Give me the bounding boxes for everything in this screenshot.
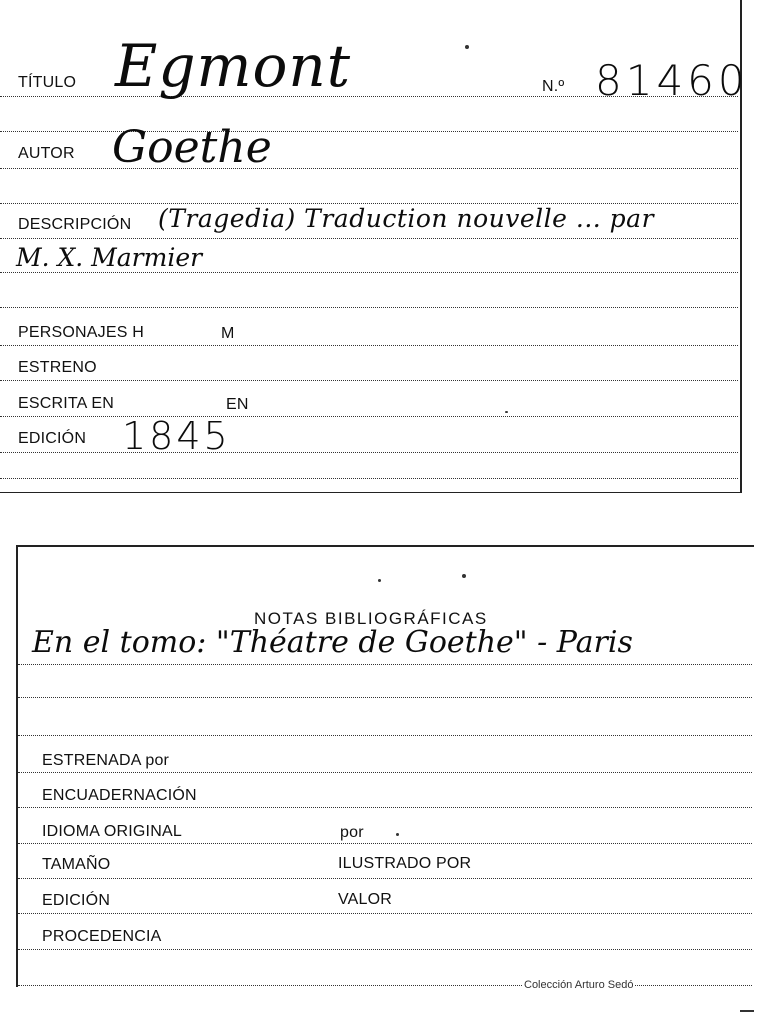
rule-blank-3 xyxy=(0,307,738,308)
autor-value: Goethe xyxy=(112,122,272,173)
speck xyxy=(396,833,399,836)
edicion-label: EDICIÓN xyxy=(18,430,87,447)
notas-value: En el tomo: "Théatre de Goethe" - Paris xyxy=(32,625,633,660)
descripcion-value-1: (Tragedia) Traduction nouvelle ... par xyxy=(158,204,655,233)
rule-blank-1 xyxy=(0,131,738,132)
rule-descripcion-2 xyxy=(0,272,738,273)
personajes-m-label: M xyxy=(221,325,235,342)
rule-autor xyxy=(0,168,738,169)
titulo-label: TÍTULO xyxy=(18,74,77,91)
numero-label: N.º xyxy=(542,78,565,95)
rule-notas-2 xyxy=(18,697,752,698)
escrita-en-label: EN xyxy=(226,396,249,413)
rule-estrenada xyxy=(18,772,752,773)
rule-descripcion xyxy=(0,238,738,239)
speck xyxy=(462,574,466,578)
speck xyxy=(378,579,381,582)
rule-bottom xyxy=(0,478,738,479)
autor-label: AUTOR xyxy=(18,145,75,162)
rule-tamano xyxy=(18,878,752,879)
rule-encuadernacion xyxy=(18,807,752,808)
rule-notas-3 xyxy=(18,735,752,736)
numero-value: 81460 xyxy=(595,56,749,105)
tamano-label: TAMAÑO xyxy=(42,856,111,873)
edicion-value: 1845 xyxy=(122,414,231,458)
estreno-label: ESTRENO xyxy=(18,359,97,376)
estrenada-label: ESTRENADA por xyxy=(42,752,170,769)
rule-personajes xyxy=(0,345,738,346)
descripcion-label: DESCRIPCIÓN xyxy=(18,216,132,233)
encuadernacion-label: ENCUADERNACIÓN xyxy=(42,787,197,804)
rule-escrita xyxy=(0,416,738,417)
personajes-label: PERSONAJES H xyxy=(18,324,144,341)
edicion-back-label: EDICIÓN xyxy=(42,892,111,909)
procedencia-label: PROCEDENCIA xyxy=(42,928,162,945)
ilustrado-label: ILUSTRADO POR xyxy=(338,855,472,872)
escrita-label: ESCRITA EN xyxy=(18,395,114,412)
notas-heading: NOTAS BIBLIOGRÁFICAS xyxy=(254,609,488,628)
por-label: por xyxy=(340,824,364,841)
speck xyxy=(505,411,508,413)
rule-edicion xyxy=(0,452,738,453)
catalog-card-front xyxy=(0,0,749,493)
catalog-card-back xyxy=(16,545,754,991)
descripcion-value-2: M. X. Marmier xyxy=(16,243,203,272)
rule-idioma xyxy=(18,843,752,844)
rule-back-bottom xyxy=(18,985,752,986)
coleccion-footer: Colección Arturo Sedó xyxy=(524,979,634,991)
speck xyxy=(465,45,469,49)
rule-edicion xyxy=(18,913,752,914)
rule-estreno xyxy=(0,380,738,381)
rule-procedencia xyxy=(18,949,752,950)
titulo-value: Egmont xyxy=(115,32,352,100)
idioma-label: IDIOMA ORIGINAL xyxy=(42,823,182,840)
valor-label: VALOR xyxy=(338,891,393,908)
edge-mark xyxy=(740,1010,754,1012)
rule-notas-1 xyxy=(18,664,752,665)
